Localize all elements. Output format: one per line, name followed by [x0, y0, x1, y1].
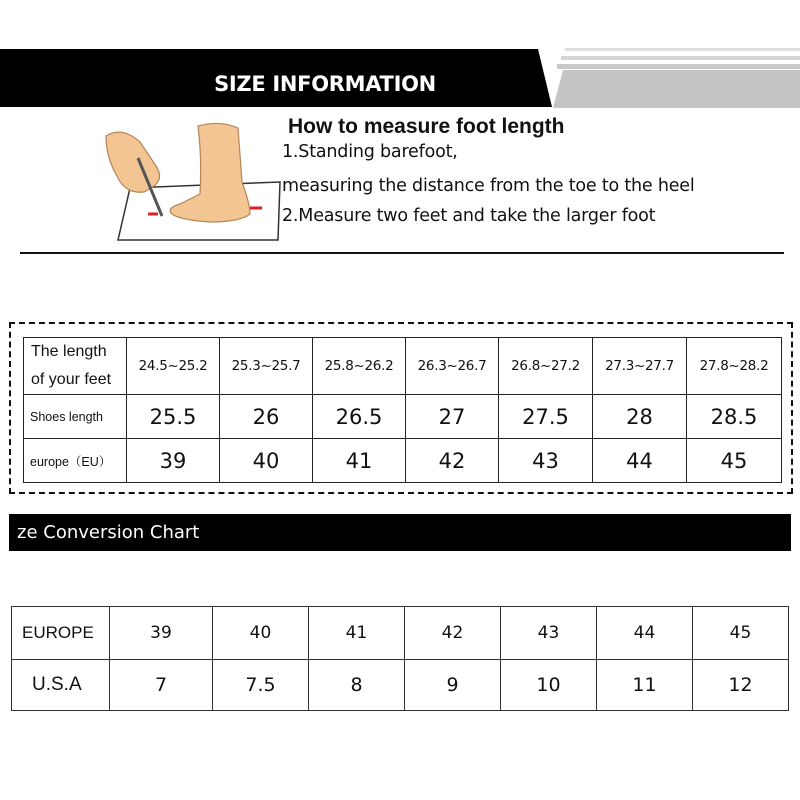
shoe-length-cell: 25.5 [127, 395, 220, 439]
foot-range-cell: 25.3~25.7 [220, 338, 313, 395]
foot-range-cell: 27.3~27.7 [593, 338, 687, 395]
eu-size-cell: 42 [406, 439, 499, 483]
shoe-length-label: Shoes length [24, 395, 127, 439]
europe-label: EUROPE [12, 607, 110, 660]
eu-size-cell: 43 [499, 439, 593, 483]
eu-size-cell: 40 [220, 439, 313, 483]
foot-range-cell: 25.8~26.2 [313, 338, 406, 395]
instruction-step-1-detail: measuring the distance from the toe to the heel [282, 176, 695, 196]
size-table [23, 337, 782, 483]
foot-range-cell: 26.3~26.7 [406, 338, 499, 395]
eu-size-cell: 45 [687, 439, 782, 483]
europe-size-cell: 43 [501, 607, 597, 660]
shoe-length-cell: 27.5 [499, 395, 593, 439]
eu-size-row [24, 439, 782, 483]
eu-size-cell: 44 [593, 439, 687, 483]
foot-range-cell: 26.8~27.2 [499, 338, 593, 395]
instruction-step-1: 1.Standing barefoot, [282, 142, 458, 162]
europe-size-cell: 39 [110, 607, 213, 660]
eu-size-cell: 41 [313, 439, 406, 483]
eu-label: europe（EU） [24, 439, 127, 483]
foot-range-cell: 27.8~28.2 [687, 338, 782, 395]
section-divider [20, 252, 784, 254]
page-title: SIZE INFORMATION [214, 72, 436, 96]
usa-row [12, 660, 789, 711]
europe-row [12, 607, 789, 660]
shoe-length-cell: 26 [220, 395, 313, 439]
foot-measuring-illustration [100, 118, 290, 244]
usa-label: U.S.A [12, 660, 110, 711]
decorative-stripes [553, 46, 800, 108]
europe-size-cell: 40 [213, 607, 309, 660]
conversion-title: ze Conversion Chart [17, 522, 200, 543]
europe-size-cell: 44 [597, 607, 693, 660]
shoe-length-row [24, 395, 782, 439]
europe-size-cell: 45 [693, 607, 789, 660]
usa-size-cell: 8 [309, 660, 405, 711]
measure-heading: How to measure foot length [288, 115, 565, 138]
usa-size-cell: 7.5 [213, 660, 309, 711]
shoe-length-cell: 26.5 [313, 395, 406, 439]
europe-size-cell: 42 [405, 607, 501, 660]
usa-size-cell: 9 [405, 660, 501, 711]
shoe-length-cell: 27 [406, 395, 499, 439]
foot-length-label: The length of your feet [24, 338, 127, 395]
eu-size-cell: 39 [127, 439, 220, 483]
shoe-length-cell: 28 [593, 395, 687, 439]
foot-range-cell: 24.5~25.2 [127, 338, 220, 395]
usa-size-cell: 11 [597, 660, 693, 711]
instruction-step-2: 2.Measure two feet and take the larger foot [282, 206, 656, 226]
conversion-table [11, 606, 789, 711]
foot-length-row [24, 338, 782, 395]
europe-size-cell: 41 [309, 607, 405, 660]
usa-size-cell: 7 [110, 660, 213, 711]
usa-size-cell: 12 [693, 660, 789, 711]
shoe-length-cell: 28.5 [687, 395, 782, 439]
usa-size-cell: 10 [501, 660, 597, 711]
